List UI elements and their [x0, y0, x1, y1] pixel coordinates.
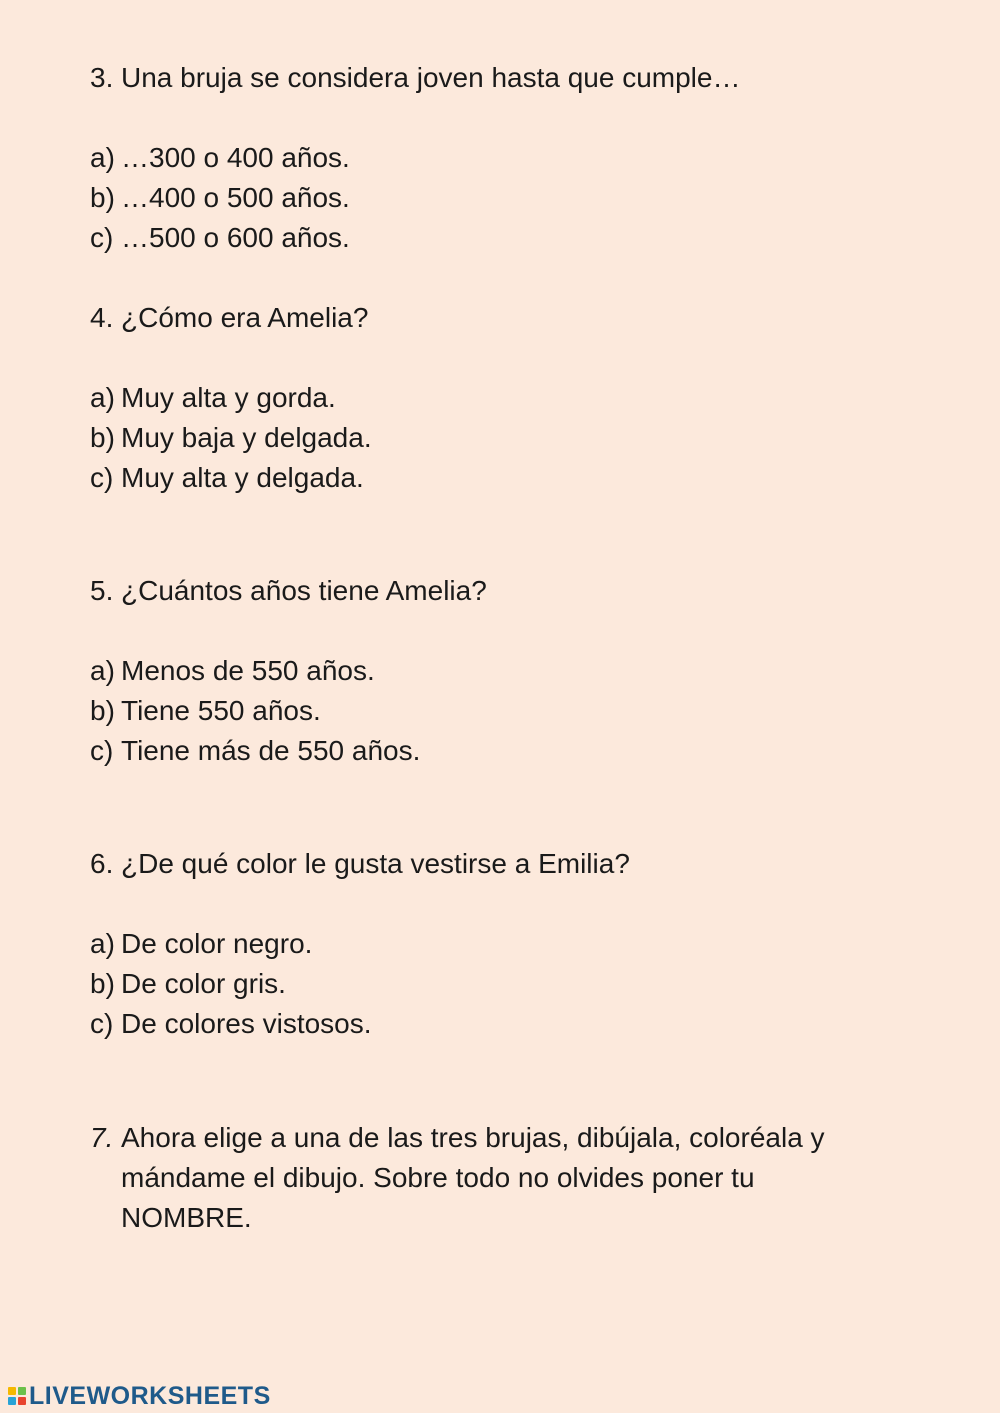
option-text: …500 o 600 años.: [121, 222, 350, 253]
option-text: Tiene 550 años.: [121, 695, 321, 726]
question-3: [90, 58, 740, 98]
option-text: De color negro.: [121, 928, 313, 959]
liveworksheets-logo-icon: [8, 1387, 26, 1405]
logo-square-red: [18, 1397, 26, 1405]
question-text-line: Ahora elige a una de las tres brujas, dibújala, coloréala y: [121, 1122, 825, 1153]
question-text-line: mándame el dibujo. Sobre todo no olvides poner tu: [121, 1162, 755, 1193]
question-text: ¿Cómo era Amelia?: [121, 302, 369, 333]
option-letter: b): [90, 422, 115, 453]
logo-square-green: [18, 1387, 26, 1395]
logo-square-yellow: [8, 1387, 16, 1395]
option-text: …300 o 400 años.: [121, 142, 350, 173]
liveworksheets-footer: [8, 1381, 271, 1411]
question-7: [90, 1118, 825, 1158]
option-text: …400 o 500 años.: [121, 182, 350, 213]
option-item: [90, 138, 350, 178]
option-text: De color gris.: [121, 968, 286, 999]
option-text: Muy alta y gorda.: [121, 382, 336, 413]
option-letter: b): [90, 695, 115, 726]
option-item: [90, 964, 286, 1004]
option-letter: c): [90, 1008, 114, 1039]
option-text: De colores vistosos.: [121, 1008, 372, 1039]
option-item: [90, 924, 312, 964]
question-text-line: NOMBRE.: [121, 1202, 252, 1233]
question-6: [90, 844, 630, 884]
question-number: 4.: [90, 302, 114, 333]
option-letter: a): [90, 142, 115, 173]
question-5: [90, 571, 487, 611]
option-item: [90, 1004, 372, 1044]
option-item: [90, 378, 336, 418]
option-letter: a): [90, 382, 115, 413]
option-item: [90, 178, 350, 218]
option-letter: c): [90, 462, 114, 493]
question-number: 3.: [90, 62, 114, 93]
option-item: [90, 691, 321, 731]
option-letter: b): [90, 182, 115, 213]
question-number: 5.: [90, 575, 114, 606]
option-item: [90, 731, 420, 771]
option-letter: b): [90, 968, 115, 999]
option-letter: c): [90, 735, 114, 766]
option-letter: c): [90, 222, 114, 253]
question-4: [90, 298, 368, 338]
question-text: Una bruja se considera joven hasta que cumple…: [121, 62, 741, 93]
question-number: 7.: [90, 1122, 114, 1153]
option-item: [90, 218, 350, 258]
option-item: [90, 458, 364, 498]
brand-name: LIVEWORKSHEETS: [29, 1381, 271, 1410]
question-number: 6.: [90, 848, 114, 879]
option-letter: a): [90, 655, 115, 686]
option-text: Muy baja y delgada.: [121, 422, 372, 453]
logo-square-blue: [8, 1397, 16, 1405]
option-item: [90, 651, 375, 691]
question-text: ¿Cuántos años tiene Amelia?: [121, 575, 487, 606]
option-text: Menos de 550 años.: [121, 655, 375, 686]
option-text: Muy alta y delgada.: [121, 462, 364, 493]
option-text: Tiene más de 550 años.: [121, 735, 421, 766]
option-letter: a): [90, 928, 115, 959]
question-text: ¿De qué color le gusta vestirse a Emilia?: [121, 848, 630, 879]
option-item: [90, 418, 372, 458]
